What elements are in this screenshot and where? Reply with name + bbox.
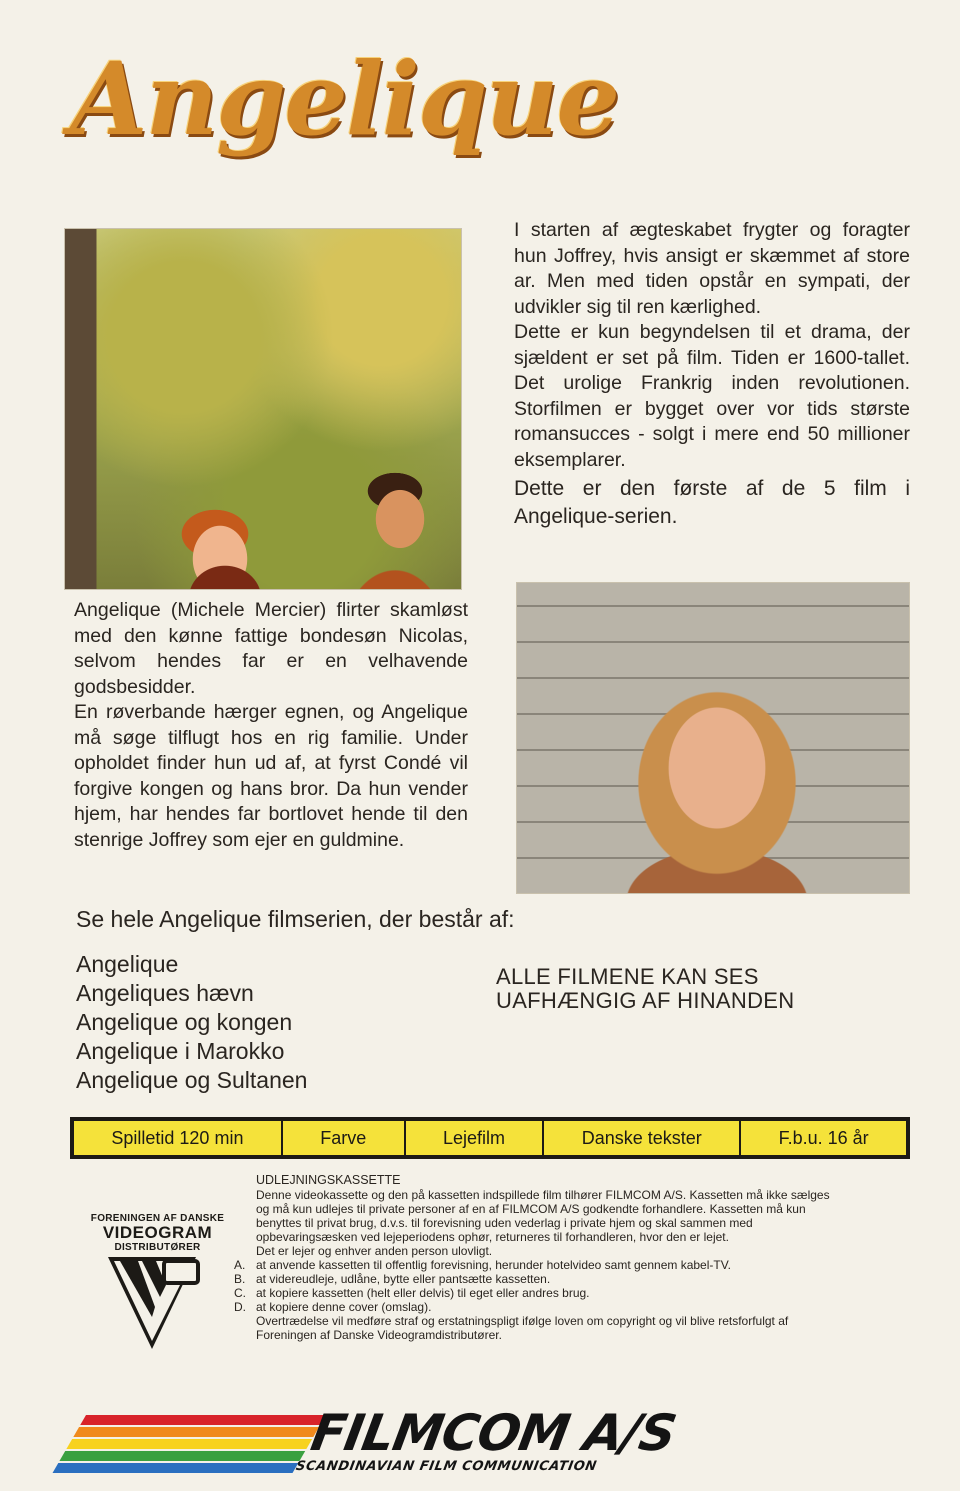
synopsis-right	[514, 218, 910, 531]
org-logo-line3: DISTRIBUTØRER	[114, 1242, 201, 1253]
filmcom-tagline: SCANDINAVIAN FILM COMMUNICATION	[294, 1459, 599, 1474]
legal-item-text: at videreudleje, udlåne, bytte eller pantsætte kassetten.	[256, 1272, 551, 1286]
series-heading: Se hele Angelique filmserien, der består af:	[76, 906, 515, 932]
subtitles-cell: Danske tekster	[544, 1121, 741, 1155]
legal-item	[234, 1258, 836, 1272]
legal-penalty: Overtrædelse vil medføre straf og erstatningspligt ifølge loven om copyright og vil blive retsforfulgt af Foreningen af Danske Videogramdistributører.	[256, 1314, 789, 1342]
legal-item-letter: A.	[234, 1258, 246, 1272]
legal-forbidden-list	[234, 1258, 836, 1314]
legal-item-letter: C.	[234, 1286, 246, 1300]
independent-note: ALLE FILMENE KAN SES UAFHÆNGIG AF HINANDEN	[496, 964, 795, 1013]
videogram-logo-icon	[108, 1257, 208, 1349]
age-rating-cell: F.b.u. 16 år	[778, 1127, 869, 1148]
legal-item-text: at anvende kassetten til offentlig forevisning, herunder hotelvideo samt gennem kabel-TV.	[256, 1258, 731, 1272]
series-note: Dette er den første af de 5 film i Angelique-serien.	[514, 477, 910, 528]
synopsis-paragraph: Angelique (Michele Mercier) flirter skamløst med den kønne fattige bondesøn Nicolas, selvom hendes far er en velhavende godsbesidder.	[74, 599, 468, 698]
rainbow-stripes-icon	[46, 1415, 326, 1479]
series-item: Angelique og kongen	[76, 1009, 293, 1035]
rental-legal-notice	[234, 1173, 836, 1342]
cover-title: Angelique	[70, 40, 619, 158]
series-item: Angelique og Sultanen	[76, 1067, 308, 1093]
legal-item	[234, 1272, 836, 1286]
org-logo-line1: FORENINGEN AF DANSKE	[90, 1213, 225, 1224]
synopsis-left	[74, 598, 468, 853]
synopsis-paragraph: En røverbande hærger egnen, og Angelique må søge tilflugt hos en rig familie. Under opholdet finder hun ud af, at fyrst Condé vil forgive kongen og hans bror. Da hun vender hjem, har hendes far bortlovet hende til den stenrige Joffrey som ejer en guldmine.	[74, 701, 468, 851]
legal-item	[234, 1286, 836, 1300]
series-item: Angelique i Marokko	[76, 1038, 285, 1064]
legal-forbidden-intro: Det er lejer og enhver anden person ulovligt.	[256, 1244, 493, 1258]
videogram-org-logo	[70, 1213, 245, 1354]
legal-item-letter: D.	[234, 1300, 246, 1314]
legal-body: Denne videokassette og den på kassetten indspillede film tilhører FILMCOM A/S. Kassetten må ikke sælges og må kun udlejes til private personer af en af FILMCOM A/S godkendte forhandlere. Kassetten må kun benyttes til privat brug, d.v.s. til forevisning uden vederlag i private hjem og skal sammen med opbevaringsæsken ved lejeperiodens ophør, returneres til forhandleren, hvor den er lejet.	[256, 1188, 830, 1244]
color-cell: Farve	[283, 1121, 406, 1155]
series-item: Angeliques hævn	[76, 980, 254, 1006]
photo-angelique-portrait	[516, 582, 910, 894]
series-list	[76, 950, 307, 1095]
synopsis-paragraph: I starten af ægteskabet frygter og foragter hun Joffrey, hvis ansigt er skæmmet af store ar. Men med tiden opstår en sympati, der udvikler sig til ren kærlighed.	[514, 219, 910, 318]
runtime-cell: Spilletid 120 min	[74, 1121, 283, 1155]
legal-item-text: at kopiere denne cover (omslag).	[256, 1300, 432, 1314]
legal-item	[234, 1300, 836, 1314]
rental-cell: Lejefilm	[406, 1121, 545, 1155]
series-item: Angelique	[76, 951, 179, 977]
synopsis-paragraph: Dette er kun begyndelsen til et drama, der sjældent er set på film. Tiden er 1600-tallet. Det urolige Frankrig inden revolutionen. Storfilmen er bygget over vor tids største romansucces - solgt i mere end 50 millioner eksemplarer.	[514, 321, 910, 471]
filmcom-brand: FILMCOM A/S	[306, 1404, 680, 1462]
info-bar	[70, 1117, 910, 1159]
org-logo-line2: VIDEOGRAM	[102, 1223, 213, 1242]
legal-item-text: at kopiere kassetten (helt eller delvis) til eget eller andres brug.	[256, 1286, 590, 1300]
legal-item-letter: B.	[234, 1272, 246, 1286]
legal-heading: UDLEJNINGSKASSETTE	[256, 1173, 401, 1187]
photo-couple-by-tree	[64, 228, 462, 590]
